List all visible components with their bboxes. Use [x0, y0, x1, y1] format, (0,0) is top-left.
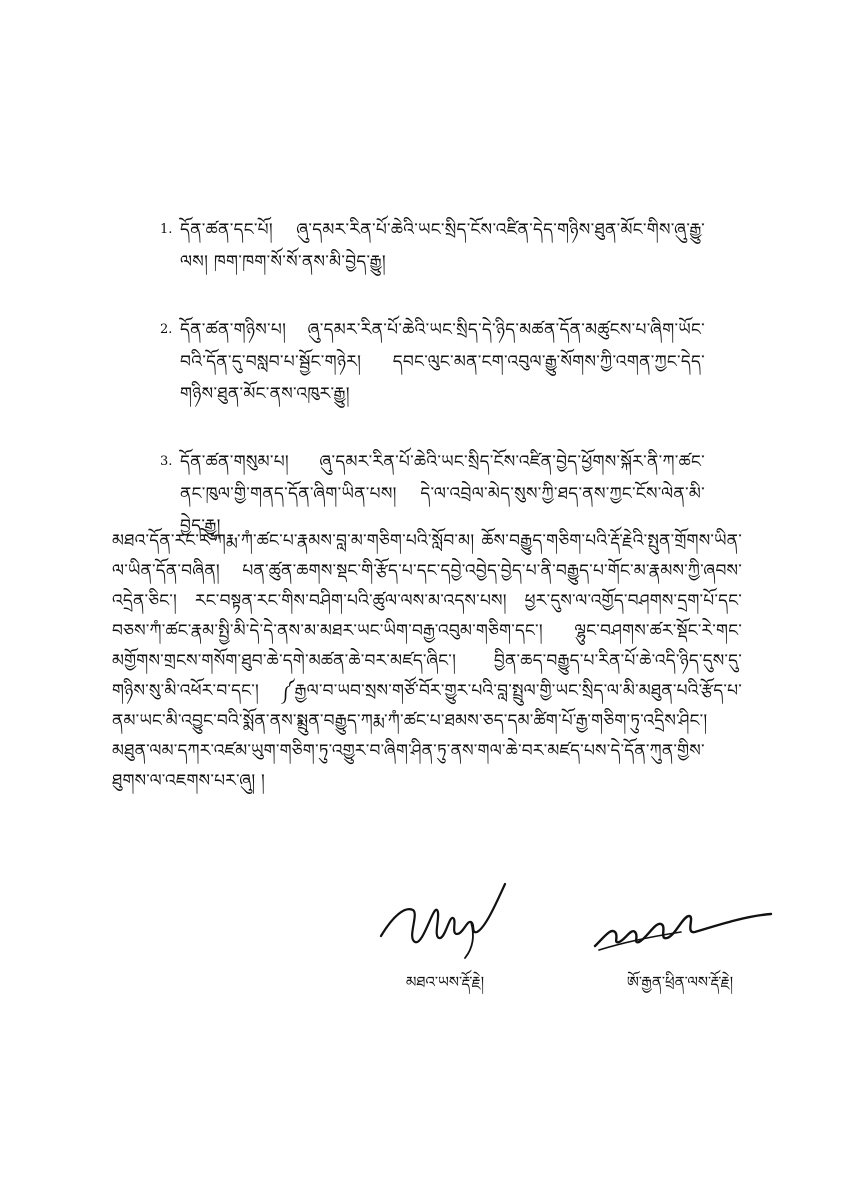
item-number: 3.	[160, 454, 173, 469]
signer-caption: ཨོ་རྒྱན་ཕྲིན་ལས་རྡོ་རྗེ།	[626, 973, 734, 991]
item-text: དོན་ཚན་གཉིས་པ། ཞུ་དམར་རིན་པོ་ཆེའི་ཡང་སྲིད་དེ་ཉིད་མཚན་དོན་མཚུངས་པ་ཞིག་ཡོང་བའི་དོན་དུ་བསླབ་པ་སྦྱོང་གཉེར། དབང་ལུང་མན་ངག་འབུལ་རྒྱུ་སོགས་ཀྱི་འགན་ཀྱང་དེད་གཉིས་ཐུན་མོང་ནས་འཁུར་རྒྱུ།	[180, 320, 705, 404]
item-text: དོན་ཚན་དང་པོ། ཞུ་དམར་རིན་པོ་ཆེའི་ཡང་སྲིད་ངོས་འཛིན་དེད་གཉིས་ཐུན་མོང་གིས་ཞུ་རྒྱུ་ལས། ཁག་ཁག་སོ་སོ་ནས་མི་བྱེད་རྒྱུ།	[180, 220, 705, 272]
item-number: 1.	[160, 222, 173, 237]
signature-block-left	[345, 876, 545, 1008]
signature-block-right	[580, 876, 780, 1008]
signer-caption: མཐའ་ཡས་རྡོ་རྗེ།	[405, 973, 485, 991]
numbered-list	[160, 214, 705, 578]
item-number: 2.	[160, 322, 173, 337]
handwritten-signature	[585, 876, 775, 962]
closing-paragraph: མཐའ་དོན་རང་རེ་ཀརྨ་ཀཾ་ཚང་པ་རྣམས་བླ་མ་གཅིག་པའི་སློབ་མ། ཆོས་བརྒྱུད་གཅིག་པའི་རྡོ་རྗེའི་སྤུན་གྲོགས་ཡིན་ལ་ཡིན་དོན་བཞིན། པན་ཚུན་ཆགས་སྡང་གི་རྩོད་པ་དང་དབྱེ་འབྱེད་བྱེད་པ་ནི་བརྒྱུད་པ་གོང་མ་རྣམས་ཀྱི་ཞབས་འདྲེན་ཅིང་། རང་བསྟན་རང་གིས་བཤིག་པའི་ཚུལ་ལས་མ་འདས་པས། ཕྱར་དུས་ལ་འགྱོད་བཤགས་དྲག་པོ་དང་བཅས་ཀཾ་ཚང་རྣམ་སྤྱི་མི་དེ་དེ་ནས་མ་མཐར་ཡང་ཡིག་བརྒྱ་འབུམ་གཅིག་དང་། ལྷུང་བཤགས་ཚར་སྡོང་རེ་གང་མགྱོགས་གྲངས་གསོག་ཐུབ་ཆེ་དགེ་མཚན་ཆེ་བར་མཛད་ཞིང་། བྱིན་ཆད་བརྒྱུད་པ་རིན་པོ་ཆེ་འདི་ཉིད་དུས་དུ་གཉིས་སུ་མི་འཕོར་བ་དང་། ༼རྒྱལ་བ་ཡབ་སྲས་གཙོ་བོར་གྱུར་པའི་བླ་སྤྲུལ་གྱི་ཡང་སྲིད་ལ་མི་མཐུན་པའི་རྩོད་པ་ནམ་ཡང་མི་འབྱུང་བའི་སྨོན་ནས་སྨྲུན་བརྒྱུད་ཀརྨ་ཀཾ་ཚང་པ་ཐམས་ཅད་དམ་ཚིག་པོ་རྒྱ་གཅིག་ཏུ་འདྲིས་ཤིང་། མཐུན་ལམ་དཀར་འཛམ་ཡུག་གཅིག་ཏུ་འགྱུར་བ་ཞིག་ཤིན་ཏུ་ནས་གལ་ཆེ་བར་མཛད་པས་དེ་དོན་ཀུན་གྱིས་ཐུགས་ལ་འཇགས་པར་ཞུ། །	[112, 531, 742, 791]
item-text: དོན་ཚན་གསུམ་པ། ཞུ་དམར་རིན་པོ་ཆེའི་ཡང་སྲིད་ངོས་འཛིན་བྱེད་ཕྱོགས་སྐོར་ནི་ཀ་ཚང་ནང་ཁུལ་གྱི་གནད་དོན་ཞིག་ཡིན་པས། དེ་ལ་འབྲེལ་མེད་སུས་ཀྱི་ཐད་ནས་ཀྱང་ངོས་ལེན་མི་བྱེད་རྒྱུ།	[180, 452, 705, 536]
list-item	[160, 314, 705, 410]
handwritten-signature	[375, 876, 515, 962]
list-item	[160, 214, 705, 278]
